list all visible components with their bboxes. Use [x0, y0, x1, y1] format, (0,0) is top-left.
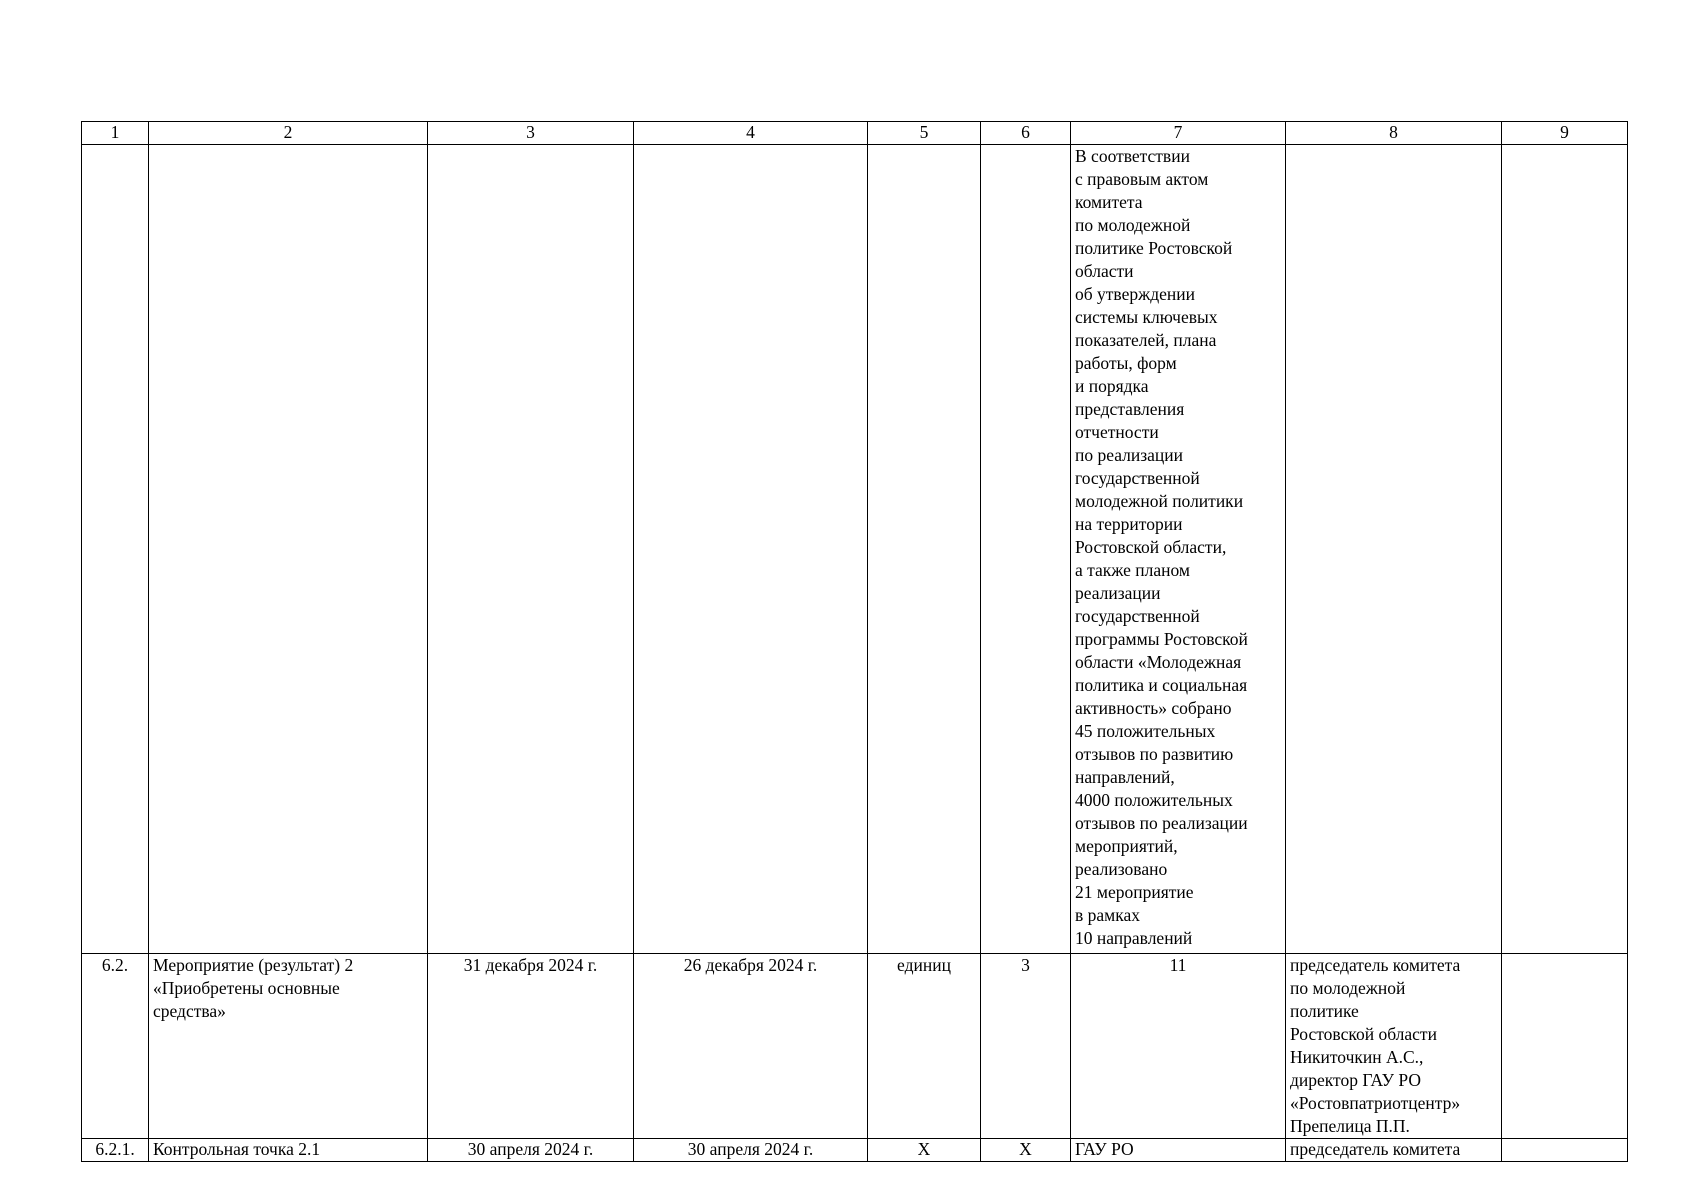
- cell-fact-date: 26 декабря 2024 г.: [634, 954, 868, 1139]
- cell-plan-date: 31 декабря 2024 г.: [428, 954, 634, 1139]
- cell-plan-value: [981, 145, 1071, 954]
- cell-fact-value: ГАУ РО: [1071, 1139, 1286, 1162]
- cell-number: [82, 145, 149, 954]
- cell-fact-date: [634, 145, 868, 954]
- document-table: [81, 121, 1628, 1162]
- column-number-6: 6: [981, 122, 1071, 145]
- cell-name: [149, 145, 428, 954]
- column-number-9: 9: [1502, 122, 1628, 145]
- table-row: [82, 954, 1628, 1139]
- cell-name: Мероприятие (результат) 2 «Приобретены основные средства»: [149, 954, 428, 1139]
- cell-unit: единиц: [868, 954, 981, 1139]
- cell-plan-date: [428, 145, 634, 954]
- cell-number: 6.2.1.: [82, 1139, 149, 1162]
- column-number-7: 7: [1071, 122, 1286, 145]
- cell-unit: Х: [868, 1139, 981, 1162]
- table-row: [82, 145, 1628, 954]
- cell-note: [1502, 954, 1628, 1139]
- cell-fact-value: 11: [1071, 954, 1286, 1139]
- cell-number: 6.2.: [82, 954, 149, 1139]
- column-number-2: 2: [149, 122, 428, 145]
- table-row: [82, 1139, 1628, 1162]
- cell-responsible: председатель комитета по молодежной политике Ростовской области Никиточкин А.С., директор ГАУ РО «Ростовпатриотцентр» Препелица П.П.: [1286, 954, 1502, 1139]
- cell-plan-value: Х: [981, 1139, 1071, 1162]
- cell-name: Контрольная точка 2.1: [149, 1139, 428, 1162]
- column-number-8: 8: [1286, 122, 1502, 145]
- cell-fact-date: 30 апреля 2024 г.: [634, 1139, 868, 1162]
- column-number-3: 3: [428, 122, 634, 145]
- column-number-5: 5: [868, 122, 981, 145]
- cell-plan-date: 30 апреля 2024 г.: [428, 1139, 634, 1162]
- cell-plan-value: 3: [981, 954, 1071, 1139]
- cell-responsible: председатель комитета: [1286, 1139, 1502, 1162]
- header-row: [82, 122, 1628, 145]
- cell-note: [1502, 145, 1628, 954]
- column-number-4: 4: [634, 122, 868, 145]
- cell-unit: [868, 145, 981, 954]
- cell-note: [1502, 1139, 1628, 1162]
- cell-responsible: [1286, 145, 1502, 954]
- column-number-1: 1: [82, 122, 149, 145]
- cell-fact-value: В соответствии с правовым актом комитета по молодежной политике Ростовской области об утверждении системы ключевых показателей, плана работы, форм и порядка представления отчетности по реализации государственной молодежной политики на территории Ростовской области, а также планом реализации государственной программы Ростовской области «Молодежная политика и социальная активность» собрано 45 положительных отзывов по развитию направлений, 4000 положительных отзывов по реализации мероприятий, реализовано 21 мероприятие в рамках 10 направлений: [1071, 145, 1286, 954]
